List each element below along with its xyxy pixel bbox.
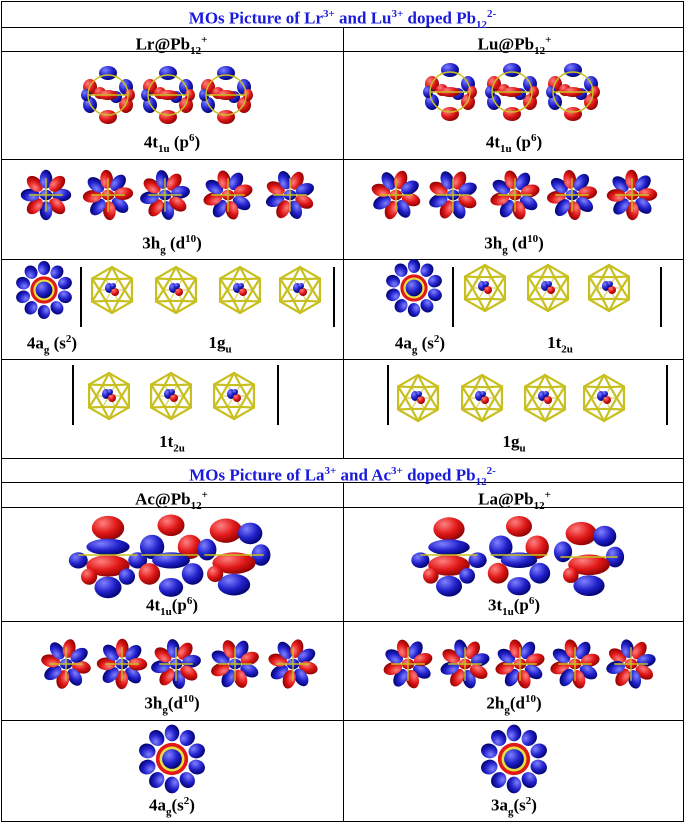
orbital-ring-icon [137,725,207,794]
orbital-lobe [99,110,117,124]
orbital-lobes-icon [423,63,477,121]
mo-label: $4t_{1u}$ $(p^6)$ [485,132,543,156]
orbital-lobe [217,66,235,80]
col-header-la: $La@Pb_{12}^+$ [478,489,551,513]
orbital-lobe [423,568,439,584]
mo-label: $1g_u$ [208,333,232,356]
core-lobe [232,389,238,395]
orbital-ring-icon [384,259,443,317]
core-lobe [239,288,247,296]
orbital-lobes-icon [82,169,133,220]
orbital-lobe [441,63,459,77]
orbital-lobes-icon [267,638,319,690]
core-lobe [233,394,241,402]
orbital-lobe [38,261,50,275]
orbital-lobes-icon [546,63,600,121]
orbital-lobes-icon [141,66,195,124]
mo-label: $4a_g(s^2)$ [149,795,195,819]
orbital-lobe [162,749,182,769]
col-header-lu: $Lu@Pb_{12}^+$ [477,34,552,58]
orbital-lobe [554,541,572,562]
orbital-lobe [563,567,579,583]
core-lobe [416,391,422,397]
orbital-lobes-icon [488,516,550,595]
orbital-lobe [573,575,604,596]
core-lobe [170,394,178,402]
core-lobe [480,391,486,397]
orbital-lobe [406,280,423,297]
mo-label: $1g_u$ [502,432,526,455]
orbital-lobe [210,519,242,543]
orbital-lobe [507,577,530,595]
orbital-lobes-icon [40,638,92,690]
orbital-ring-icon [479,725,549,794]
orbital-lobe [436,576,462,597]
core-lobe [608,286,616,294]
orbital-lobe [36,282,53,299]
orbital-lobes-icon [139,515,204,597]
core-lobe [169,389,175,395]
orbital-lobe [504,749,524,769]
orbital-lobe [81,569,97,585]
col-header-ac: $Ac@Pb_{12}^+$ [135,489,208,513]
orbital-ring-icon [14,261,73,319]
orbital-lobe [207,566,223,582]
mo-label: $3h_g(d^{10})$ [144,693,200,717]
core-lobe [481,396,489,404]
core-lobe [483,281,489,287]
core-lobe [174,283,180,289]
orbital-lobes-icon [97,639,148,690]
section2-title: MOs Picture of $La^{3+}$ and $Ac^{3+}$ doped $Pb_{12}^{2-}$ [189,465,496,489]
mo-label: $4t_{1u}$ $(p^6)$ [143,132,201,156]
orbital-lobe [86,539,129,555]
orbital-lobes-icon [485,63,539,121]
orbital-lobes-icon [81,66,135,124]
core-lobe [108,394,116,402]
orbital-lobe [488,563,509,584]
orbital-lobe [507,777,522,794]
orbital-lobes-icon [427,169,479,221]
core-lobe [298,283,304,289]
mo-label: $3t_{1u}(p^6)$ [487,595,541,619]
orbital-lobe [566,522,597,545]
mo-label: $3h_g$ $(d^{10})$ [484,233,544,257]
orbital-lobe [95,577,122,599]
orbital-lobe [408,303,420,317]
orbital-lobe [503,63,521,77]
mo-label: $2h_g(d^{10})$ [486,693,542,717]
orbital-lobe [506,516,532,537]
orbital-lobe [165,777,180,794]
orbital-lobes-icon [439,638,491,690]
core-lobe [175,288,183,296]
core-lobe [546,281,552,287]
orbital-lobe [159,578,183,597]
orbital-lobes-icon [605,638,657,690]
orbital-lobe [408,259,420,273]
orbital-lobes-icon [69,516,147,598]
core-lobe [110,283,116,289]
orbital-lobe [38,305,50,319]
mo-label: $4a_g$ $(s^2)$ [394,333,446,357]
orbital-lobe [159,110,177,124]
orbital-lobes-icon [202,169,254,221]
core-lobe [107,389,113,395]
orbital-lobe [158,515,185,537]
mo-label: $4a_g$ $(s^2)$ [26,333,78,357]
core-lobe [544,396,552,404]
core-lobe [543,391,549,397]
orbital-lobe [564,107,582,121]
orbital-lobe [198,539,217,561]
orbital-lobe [564,63,582,77]
orbital-lobe [99,66,117,80]
col-header-lr: $Lr@Pb_{12}^+$ [135,34,208,58]
orbital-lobe [507,725,522,742]
orbital-lobes-icon [411,517,486,596]
orbital-lobes-icon [489,169,541,221]
orbital-lobe [428,539,470,555]
mo-label: $1t_{2u}$ [159,432,185,455]
orbital-lobe [218,574,250,596]
mo-label: $1t_{2u}$ [547,333,573,356]
orbital-lobes-icon [209,638,261,690]
orbital-lobe [238,523,262,545]
orbital-lobe [529,563,550,584]
orbital-lobe [165,725,180,742]
core-lobe [603,396,611,404]
orbital-lobes-icon [370,169,422,221]
orbital-lobe [593,526,616,547]
core-lobe [299,288,307,296]
orbital-lobe [119,569,135,585]
orbital-lobes-icon [382,638,434,690]
orbital-lobe [217,110,235,124]
orbital-lobe [503,107,521,121]
orbital-lobe [441,107,459,121]
core-lobe [547,286,555,294]
mo-label: $4t_{1u}(p^6)$ [145,595,199,619]
orbital-lobes-icon [494,638,546,690]
orbital-lobes-icon [199,66,253,124]
orbital-lobes-icon [21,170,71,220]
orbital-lobes-icon [150,638,202,690]
orbital-lobe [92,516,124,540]
orbital-lobes-icon [554,522,624,596]
orbital-lobe [459,568,475,584]
section1-title: MOs Picture of $Lr^{3+}$ and $Lu^{3+}$ doped $Pb_{12}^{2-}$ [188,8,497,32]
orbital-lobes-icon [139,169,191,221]
core-lobe [111,288,119,296]
core-lobe [417,396,425,404]
mo-label: $3h_g$ $(d^{10})$ [142,233,202,257]
orbital-lobes-icon [546,169,598,221]
mo-label: $3a_g(s^2)$ [491,795,537,819]
core-lobe [238,283,244,289]
core-lobe [484,286,492,294]
orbital-lobe [433,517,464,540]
orbital-lobes-icon [607,170,658,221]
orbital-lobe [139,563,161,585]
core-lobe [602,391,608,397]
orbital-lobes-icon [549,638,601,690]
orbital-lobes-icon [264,169,316,221]
orbital-lobes-icon [198,519,271,596]
orbital-lobe [159,66,177,80]
orbital-lobe [182,563,204,585]
core-lobe [607,281,613,287]
